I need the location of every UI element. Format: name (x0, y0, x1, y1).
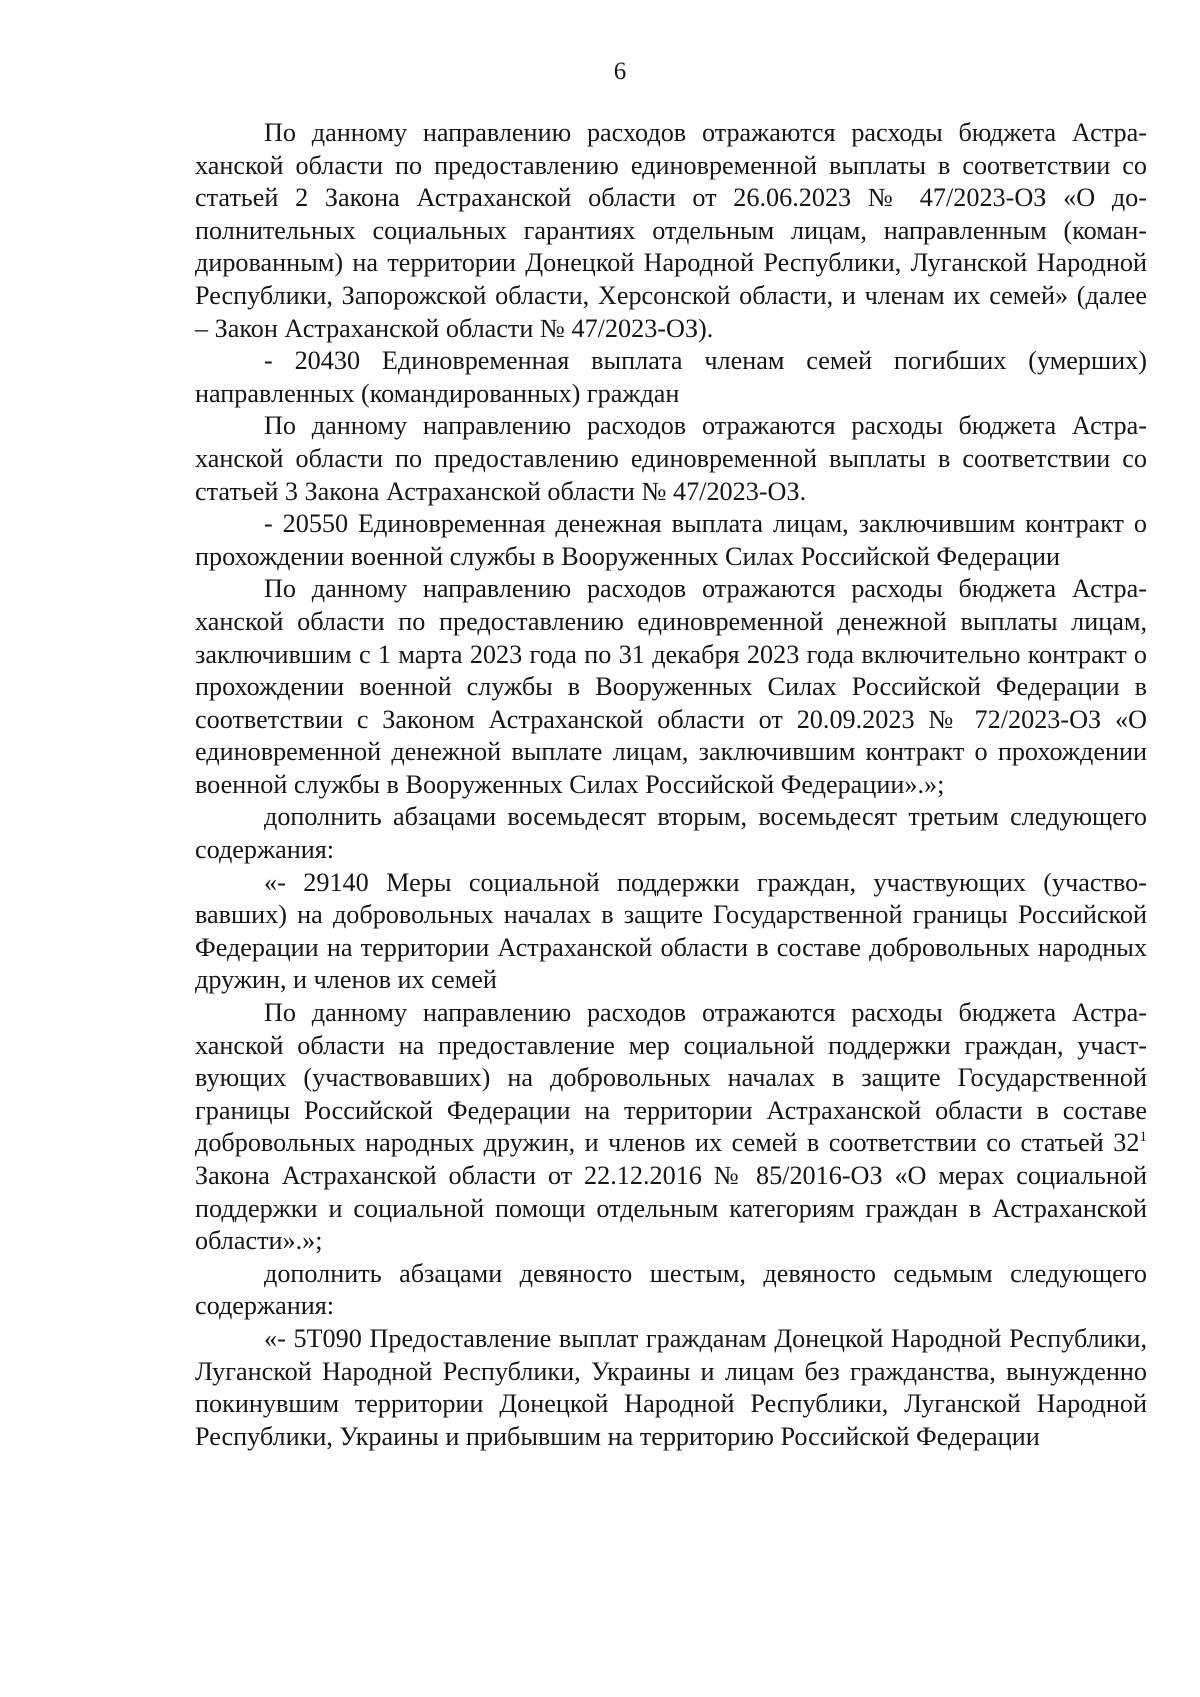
document-body (195, 117, 1147, 1453)
paragraph-text-part-1: По данному направлению расходов отражаются расходы бюджета Астраханской области на предоставление мер социальной поддержки граждан, участвующих (участвовавших) на добровольных началах в защите Государственной границы Российской Федерации на территории Астраханской области в составе добровольных народных дружин, и членов их семей в соответствии со статьей 32 (195, 998, 1147, 1158)
paragraph-code-29140: «- 29140 Меры социальной поддержки граждан, участвующих (участвовавших) на добровольных началах в защите Государственной границы Российской Федерации на территории Астраханской области в составе добровольных народных дружин, и членов их семей (195, 867, 1147, 995)
page-number: 6 (613, 58, 627, 85)
paragraph-expenses-description-3: По данному направлению расходов отражаются расходы бюджета Астраханской области по предоставлению единовременной денежной выплаты лицам, заключившим с 1 марта 2023 года по 31 декабря 2023 года включительно контракт о прохождении военной службы в Вооруженных Силах Российской Федерации в соответствии с Законом Астраханской области от 20.09.2023 № 72/2023-ОЗ «О единовременной денежной выплате лицам, заключившим контракт о прохождении военной службы в Вооруженных Силах Российской Федерации».»; (195, 574, 1147, 799)
paragraph-code-20430: - 20430 Единовременная выплата членам семей погибших (умерших) направленных (командированных) граждан (195, 346, 1147, 408)
paragraph-amendment-96-97: дополнить абзацами девяносто шестым, девяносто седьмым следующего содержания: (195, 1258, 1147, 1321)
paragraph-code-20550: - 20550 Единовременная денежная выплата лицам, заключившим контракт о прохождении военной службы в Вооруженных Силах Российской Федерации (195, 509, 1147, 571)
paragraph-code-5t090: «- 5Т090 Предоставление выплат гражданам Донецкой Народной Республики, Луганской Народной Республики, Украины и лицам без гражданства, вынужденно покинувшим территории Донецкой Народной Республики, Луганской Народной Республики, Украины и прибывшим на территорию Российской Федерации (195, 1323, 1147, 1451)
article-superscript: 1 (1139, 1129, 1147, 1146)
paragraph-text-part-2: Закона Астраханской области от 22.12.2016 № 85/2016-ОЗ «О мерах социальной поддержки и социальной помощи отдельным категориям граждан в Астраханской области».»; (195, 1161, 1147, 1256)
paragraph-expenses-description-4 (195, 997, 1147, 1258)
paragraph-expenses-description-1: По данному направлению расходов отражаются расходы бюджета Астраханской области по предоставлению единовременной выплаты в соответствии со статьей 2 Закона Астраханской области от 26.06.2023 № 47/2023-ОЗ «О дополнительных социальных гарантиях отдельным лицам, направленным (командированным) на территории Донецкой Народной Республики, Луганской Народной Республики, Запорожской области, Херсонской области, и членам их семей» (далее – Закон Астраханской области № 47/2023-ОЗ). (195, 118, 1147, 343)
paragraph-amendment-82-83: дополнить абзацами восемьдесят вторым, восемьдесят третьим следующего содержания: (195, 802, 1147, 865)
paragraph-expenses-description-2: По данному направлению расходов отражаются расходы бюджета Астраханской области по предоставлению единовременной выплаты в соответствии со статьей 3 Закона Астраханской области № 47/2023-ОЗ. (195, 411, 1147, 506)
